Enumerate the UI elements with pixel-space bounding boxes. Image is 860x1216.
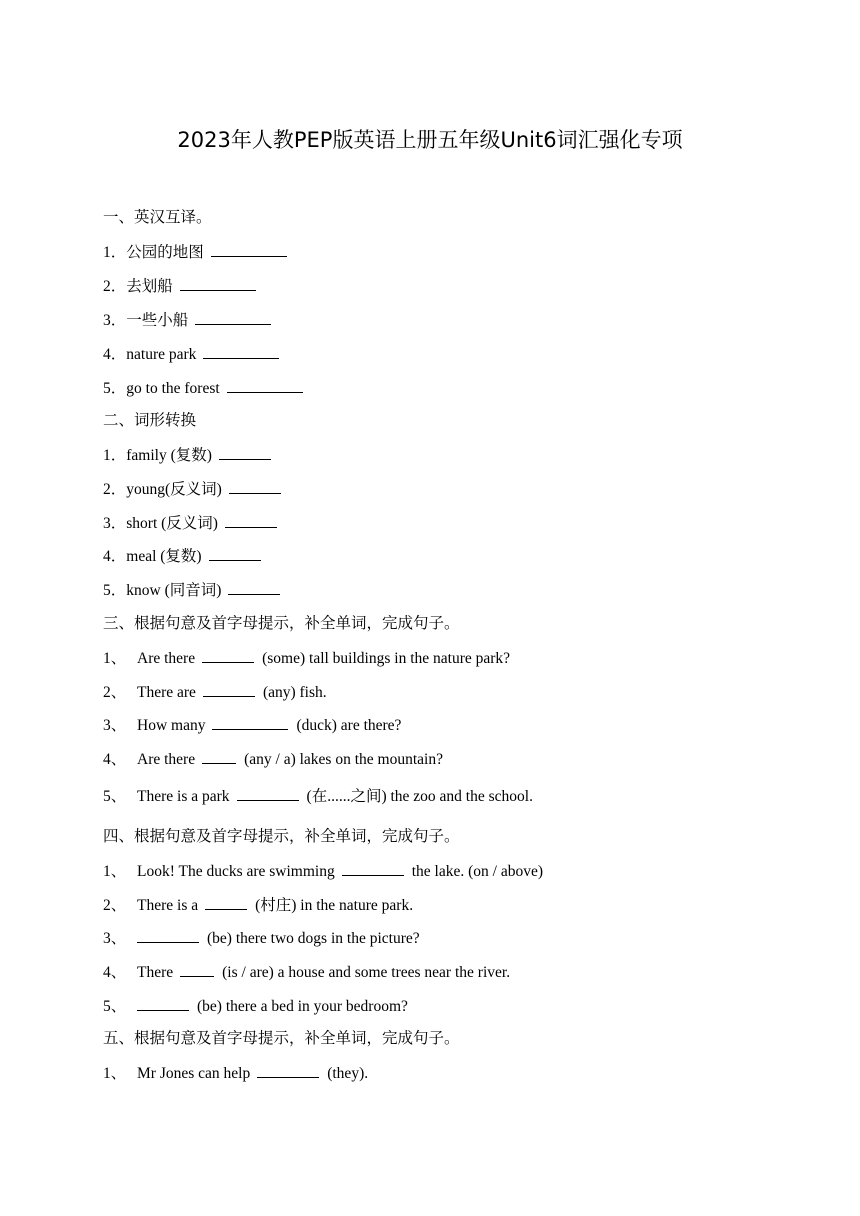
list-item: 3、 How many (duck) are there? <box>103 717 402 734</box>
answer-blank[interactable] <box>137 996 189 1011</box>
answer-blank[interactable] <box>228 580 280 595</box>
section-heading: 二、词形转换 <box>103 412 197 429</box>
section-heading: 五、根据句意及首字母提示，补全单词，完成句子。 <box>103 1030 460 1047</box>
list-item: 1．family (复数) <box>103 445 279 466</box>
section-heading: 一、英汉互译。 <box>103 209 212 226</box>
list-item: 5、 There is a park (在......之间) the zoo and the school. <box>103 788 533 805</box>
answer-blank[interactable] <box>257 1063 319 1078</box>
list-item: 4、 Are there (any / a) lakes on the mountain? <box>103 751 443 768</box>
answer-blank[interactable] <box>195 310 271 325</box>
list-item: 1．公园的地图 <box>103 242 295 263</box>
list-item: 2．young(反义词) <box>103 479 289 500</box>
answer-blank[interactable] <box>137 928 199 943</box>
answer-blank[interactable] <box>219 445 271 460</box>
answer-blank[interactable] <box>211 242 287 257</box>
section-heading: 四、根据句意及首字母提示，补全单词，完成句子。 <box>103 828 460 845</box>
page-title: 2023年人教PEP版英语上册五年级Unit6词汇强化专项 <box>177 128 683 152</box>
list-item: 4、 There (is / are) a house and some trees near the river. <box>103 964 511 981</box>
list-item: 1、 Look! The ducks are swimming the lake. (on / above) <box>103 863 543 880</box>
answer-blank[interactable] <box>237 786 299 801</box>
answer-blank[interactable] <box>212 715 288 730</box>
answer-blank[interactable] <box>205 895 247 910</box>
list-item: 4．nature park <box>103 344 287 365</box>
list-item: 2、 There are (any) fish. <box>103 684 327 701</box>
list-item: 3．一些小船 <box>103 310 279 331</box>
answer-blank[interactable] <box>342 861 404 876</box>
answer-blank[interactable] <box>203 682 255 697</box>
list-item: 4．meal (复数) <box>103 546 269 567</box>
list-item: 5．know (同音词) <box>103 580 288 601</box>
list-item: 3．short (反义词) <box>103 513 285 534</box>
list-item: 2．去划船 <box>103 276 264 297</box>
list-item: 2、 There is a (村庄) in the nature park. <box>103 897 414 914</box>
answer-blank[interactable] <box>202 749 236 764</box>
answer-blank[interactable] <box>229 479 281 494</box>
answer-blank[interactable] <box>203 344 279 359</box>
answer-blank[interactable] <box>202 648 254 663</box>
answer-blank[interactable] <box>180 276 256 291</box>
answer-blank[interactable] <box>227 378 303 393</box>
section-heading: 三、根据句意及首字母提示，补全单词，完成句子。 <box>103 615 460 632</box>
list-item: 5．go to the forest <box>103 378 311 399</box>
answer-blank[interactable] <box>209 546 261 561</box>
list-item: 5、 (be) there a bed in your bedroom? <box>103 998 408 1015</box>
list-item: 3、 (be) there two dogs in the picture? <box>103 930 420 947</box>
list-item: 1、 Mr Jones can help (they). <box>103 1065 369 1082</box>
list-item: 1、 Are there (some) tall buildings in the nature park? <box>103 650 511 667</box>
answer-blank[interactable] <box>225 513 277 528</box>
answer-blank[interactable] <box>180 962 214 977</box>
